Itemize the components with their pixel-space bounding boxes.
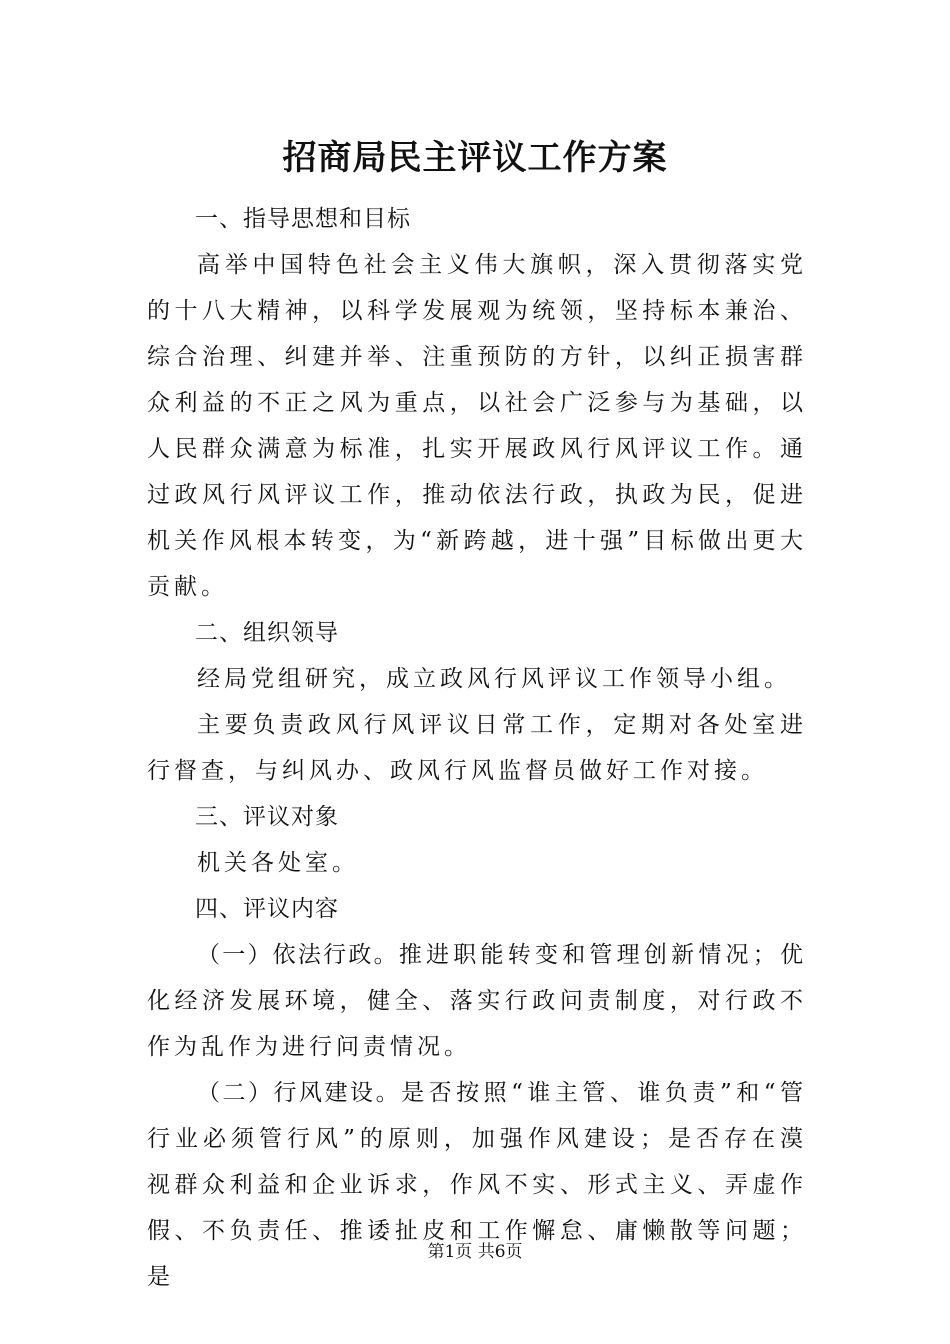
item-text-conduct-building: 是否按照“谁主管、谁负责”和“管行业必须管行风”的原则，加强作风建设；是否存在漠视群众利益和企业诉求，作风不实、形式主义、弄虚作假、不负责任、推诿扯皮和工作懈怠、庸懒散等问题；是 (147, 1080, 807, 1290)
paragraph-organization-2: 主要负责政风行风评议日常工作，定期对各处室进行督查，与纠风办、政风行风监督员做好工作对接。 (147, 712, 807, 784)
item-text-law-based-administration: 推进职能转变和管理创新情况；优化经济发展环境，健全、落实行政问责制度，对行政不作为乱作为进行问责情况。 (147, 942, 808, 1060)
section-heading-review-content: 四、评议内容 (195, 896, 339, 922)
paragraph-organization-1: 经局党组研究，成立政风行风评议工作领导小组。 (197, 666, 791, 692)
paragraph-guiding-ideology: 高举中国特色社会主义伟大旗帜，深入贯彻落实党的十八大精神，以科学发展观为统领，坚持标本兼治、综合治理、纠建并举、注重预防的方针，以纠正损害群众利益的不正之风为重点，以社会广泛参与为基础，以人民群众满意为标准，扎实开展政风行风评议工作。通过政风行风评议工作，推动依法行政，执政为民，促进机关作风根本转变，为“新跨越，进十强”目标做出更大贡献。 (147, 252, 807, 600)
section-heading-review-targets: 三、评议对象 (195, 804, 339, 830)
paragraph-item-law-based-administration (147, 932, 807, 1070)
item-lead-conduct-building: （二）行风建设。 (197, 1080, 402, 1106)
paragraph-review-targets: 机关各处室。 (197, 850, 359, 876)
page-number-footer: 第1页 共6页 (427, 1242, 523, 1262)
document-body (147, 196, 807, 1300)
section-heading-organization: 二、组织领导 (195, 620, 339, 646)
document-title: 招商局民主评议工作方案 (282, 138, 668, 178)
section-heading-guiding-ideology: 一、指导思想和目标 (195, 206, 411, 232)
item-lead-law-based-administration: （一）依法行政。 (197, 942, 399, 968)
paragraph-item-conduct-building (147, 1070, 807, 1300)
